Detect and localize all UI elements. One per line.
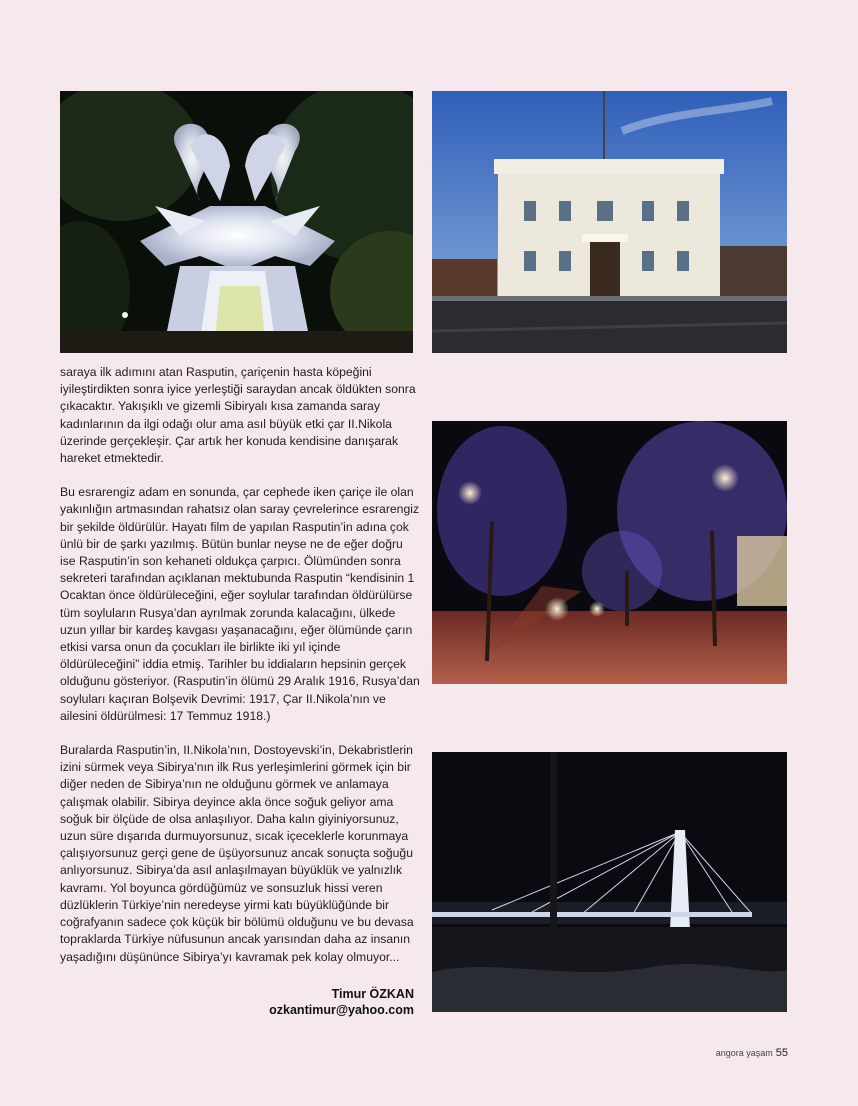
author-email: ozkantimur@yahoo.com xyxy=(269,1003,414,1017)
illuminated-trees-photo xyxy=(432,421,787,684)
article-paragraph: saraya ilk adımını atan Rasputin, çariçenin hasta köpeğini iyileştirdikten sonra iyice yerleştiği saraydan ancak öldükten sonra çıkacaktır. Yakışıklı ve gizemli Sibiryalı kısa zamanda saray kadınlarının da ilgi odağı olur ama asıl büyük etki çar II.Nikola üzerinde gerçekleşir. Çar artık her konuda kendisine danışarak hareket etmektedir. xyxy=(60,365,416,466)
ice-sculpture-photo xyxy=(60,91,413,353)
page-number: 55 xyxy=(775,1047,788,1059)
page-footer xyxy=(716,1047,788,1059)
author-name: Timur ÖZKAN xyxy=(331,987,414,1001)
magazine-name: angora yaşam xyxy=(715,1048,773,1058)
building-photo xyxy=(432,91,787,353)
author-signature xyxy=(200,986,414,1018)
bridge-photo xyxy=(432,752,787,1012)
article-paragraph: Bu esrarengiz adam en sonunda, çar cephede iken çariçe ile olan yakınlığın artmasından rahatsız olan saray çevrelerince esrarengiz bir şekilde öldürülür. Hayatı film de yapılan Rasputin’in adına çok ünlü bir de şarkı yazılmış. Bütün bunlar neyse ne de eğer doğru ise Rasputin’in son kehaneti oldukça çarpıcı. Ölümünden sonra sekreteri tarafından açıklanan mektubunda Rasputin “kendisinin 1 Ocaktan önce öldürüleceğini, eğer soylular tarafından öldürülürse tüm soyluların Rusya’dan ayrılmak zorunda kalacağını, ülkede uzun yıllar bir kardeş kavgası yaşanacağını, eğer ölümünde çarın etkisi varsa onun da çocukları ile birlikte iki yıl içinde öldürüleceğini” iddia etmiş. Tarihler bu iddiaların hepsinin gerçek olduğunu gösteriyor. (Rasputin’in ölümü 29 Aralık 1916, Rusya’dan soyluları kaçıran Bolşevik Devrimi: 1917, Çar II.Nikola’nın ve ailesini öldürülmesi: 17 Temmuz 1918.) xyxy=(60,485,420,723)
article-paragraph: Buralarda Rasputin’in, II.Nikola’nın, Dostoyevski’in, Dekabristlerin izini sürmek veya Sibirya’nın ilk Rus yerleşimlerini görmek için bir diğer neden de Sibirya’nın ne olduğunu görmek ve anlamaya çalışmak olabilir. Sibirya deyince akla önce soğuk geliyor ama soğuk bir ölçüde de olsa anlaşılıyor. Daha kalın giyiniyorsunuz, uzun süre dışarıda durmuyorsunuz, sıcak içeceklerle korunmaya çalışıyorsunuz gerçi gene de üşüyorsunuz ancak sonuçta soğuğu anlıyorsunuz. Sibirya’da asıl anlaşılmayan büyüklük ve yalnızlık kavramı. Yol boyunca gördüğümüz ve sonsuzluk hissi veren düzlüklerin Türkiye’nin neredeyse yirmi katı büyüklüğünde bir coğrafyanın sadece çok küçük bir bölümü olduğunu ve bu devasa topraklarda Türkiye nüfusunun ancak yarısından daha az insanın yaşadığını düşününce Sibirya’yı kavramak pek kolay olmuyor... xyxy=(60,743,414,964)
article-body xyxy=(60,364,420,983)
